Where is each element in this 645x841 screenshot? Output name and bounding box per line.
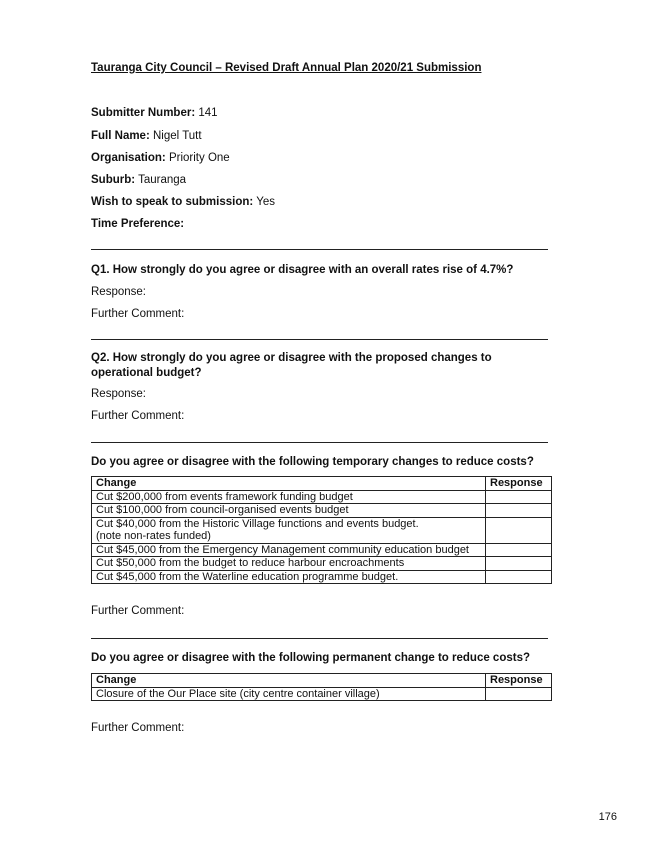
response-cell[interactable] [486,517,552,543]
permanent-comment-label: Further Comment: [91,722,185,734]
change-cell: Cut $45,000 from the Waterline education programme budget. [92,570,486,584]
change-cell: Cut $100,000 from council-organised events budget [92,504,486,518]
temporary-changes-question: Do you agree or disagree with the following temporary changes to reduce costs? [91,456,534,468]
table-row [92,557,552,571]
section-divider [91,339,548,340]
field-value: Tauranga [138,174,187,186]
response-column-header: Response [486,477,552,491]
suburb-field [91,174,186,186]
field-value: 141 [198,107,218,119]
change-cell: Closure of the Our Place site (city centre container village) [92,687,486,701]
temporary-comment-label: Further Comment: [91,605,185,617]
field-value: Priority One [168,152,230,164]
table-header-row [92,674,552,688]
section-divider [91,638,548,639]
submitter-number-field [91,107,218,119]
response-column-header: Response [486,674,552,688]
field-label: Submitter Number: [91,107,196,119]
change-cell: Cut $50,000 from the budget to reduce harbour encroachments [92,557,486,571]
table-row [92,543,552,557]
q1-question: Q1. How strongly do you agree or disagree with an overall rates rise of 4.7%? [91,264,514,276]
change-text: Cut $40,000 from the Historic Village functions and events budget. [96,517,419,530]
field-value: Nigel Tutt [153,130,202,142]
wish-to-speak-field [91,196,275,208]
temporary-changes-table [91,476,552,584]
section-divider [91,249,548,250]
field-label: Organisation: [91,152,166,164]
table-row [92,570,552,584]
response-cell[interactable] [486,504,552,518]
document-title: Tauranga City Council – Revised Draft Annual Plan 2020/21 Submission [91,62,482,74]
field-value: Yes [256,196,275,208]
q2-question: Q2. How strongly do you agree or disagree with the proposed changes to operational budget? [91,352,492,379]
change-cell: Cut $45,000 from the Emergency Management community education budget [92,543,486,557]
change-column-header: Change [92,674,486,688]
response-cell[interactable] [486,687,552,701]
field-label: Wish to speak to submission: [91,196,254,208]
permanent-change-table [91,673,552,701]
change-note: (note non-rates funded) [96,530,211,542]
permanent-change-question: Do you agree or disagree with the following permanent change to reduce costs? [91,652,530,664]
field-label: Suburb: [91,174,136,186]
organisation-field [91,152,230,164]
q1-comment-label: Further Comment: [91,308,185,320]
page-number: 176 [598,811,617,823]
response-cell[interactable] [486,570,552,584]
q1-response-label: Response: [91,286,146,298]
field-label: Full Name: [91,130,150,142]
change-cell: Cut $200,000 from events framework funding budget [92,490,486,504]
table-row [92,504,552,518]
response-cell[interactable] [486,490,552,504]
change-cell [92,517,486,543]
response-cell[interactable] [486,543,552,557]
table-row [92,687,552,701]
q2-response-label: Response: [91,388,146,400]
response-cell[interactable] [486,557,552,571]
section-divider [91,442,548,443]
full-name-field [91,130,202,142]
q2-comment-label: Further Comment: [91,410,185,422]
table-row [92,517,552,543]
table-header-row [92,477,552,491]
change-column-header: Change [92,477,486,491]
time-preference-field [91,218,184,230]
field-label: Time Preference: [91,218,185,230]
table-row [92,490,552,504]
